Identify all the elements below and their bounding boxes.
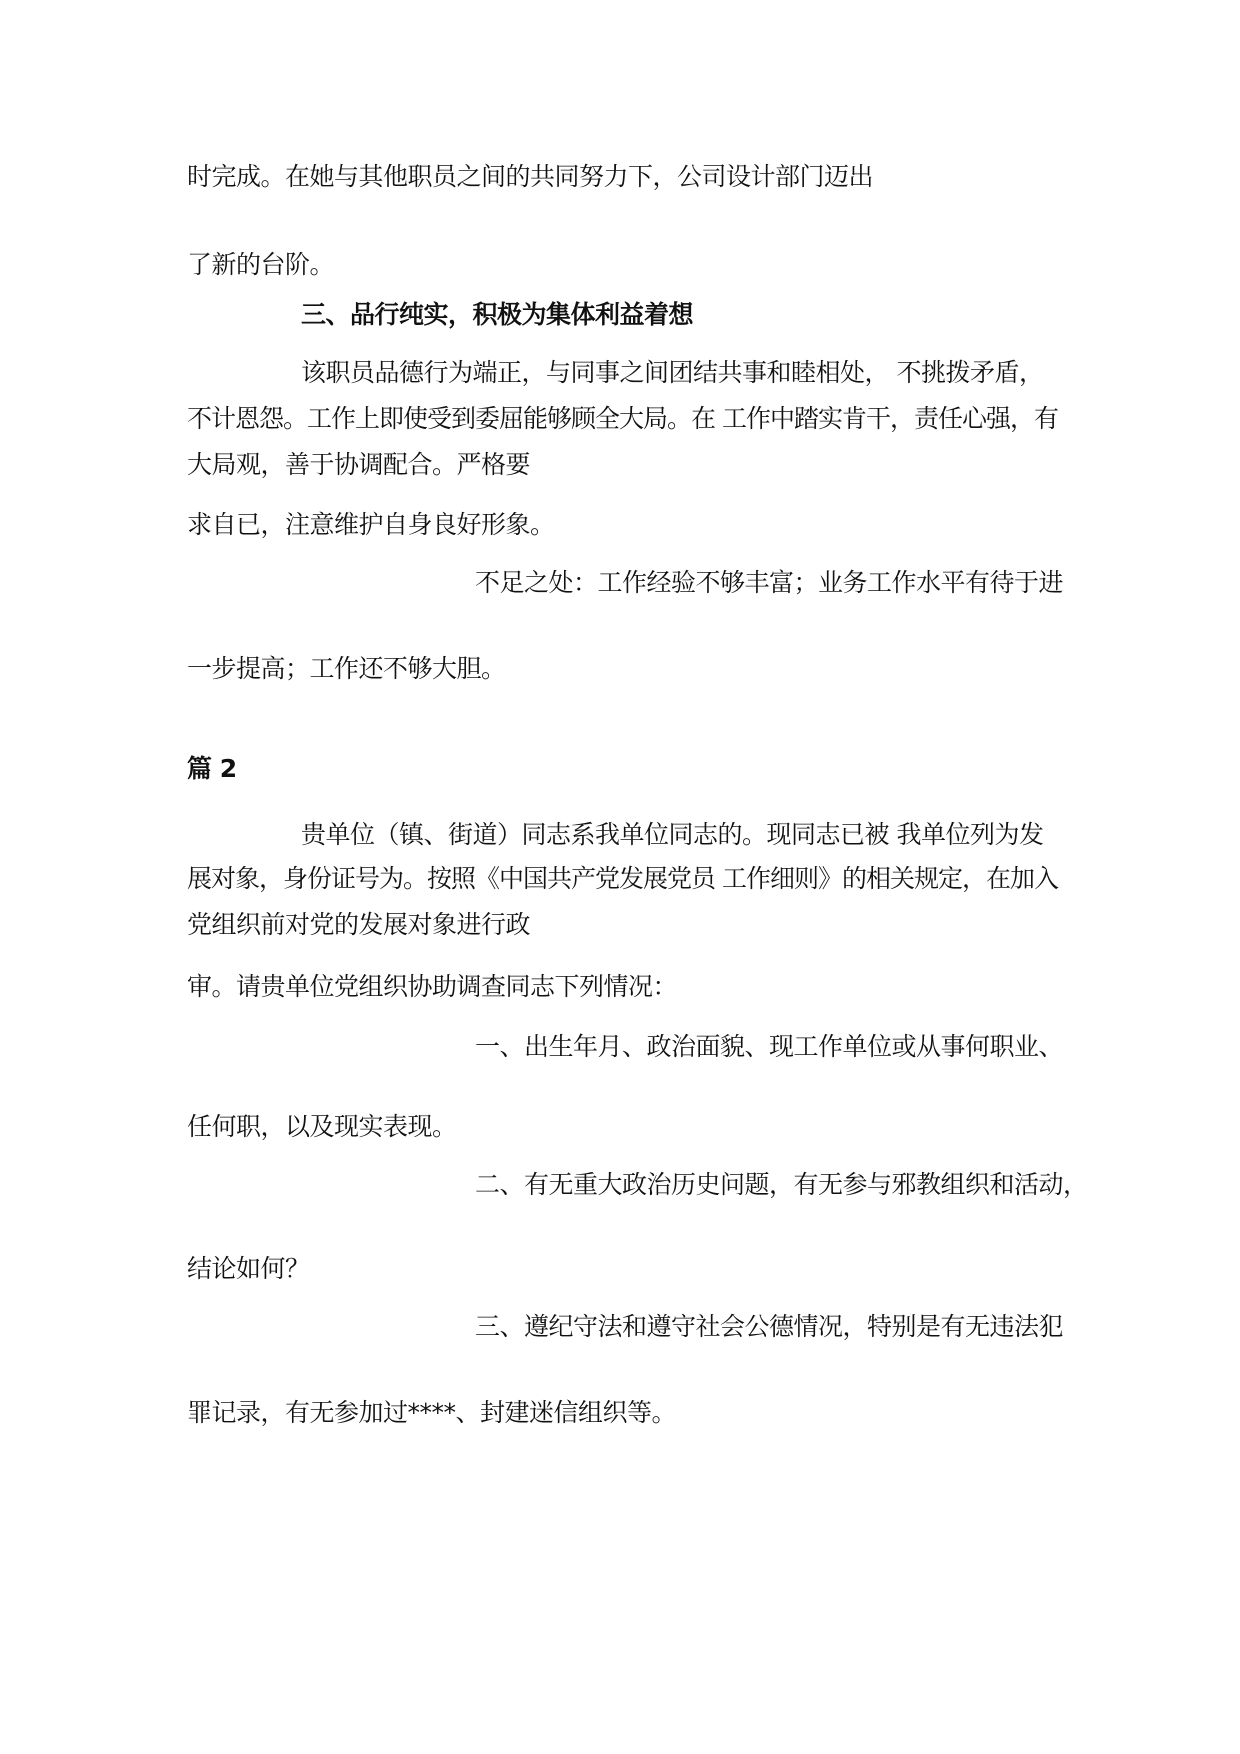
article-heading: 篇 2 [187, 754, 237, 783]
paragraph-line: 不计恩怨。工作上即使受到委屈能够顾全大局。在 工作中踏实肯干，责任心强，有 [187, 404, 1058, 433]
section-heading: 三、品行纯实，积极为集体利益着想 [301, 300, 694, 329]
paragraph-line: 贵单位（镇、街道）同志系我单位同志的。现同志已被 我单位列为发 [301, 820, 1044, 849]
paragraph-line: 一步提高；工作还不够大胆。 [187, 654, 506, 683]
paragraph-line: 党组织前对党的发展对象进行政 [187, 910, 531, 939]
paragraph-line: 不足之处：工作经验不够丰富；业务工作水平有待于进 [475, 568, 1064, 597]
paragraph-line: 二、有无重大政治历史问题，有无参与邪教组织和活动， [475, 1170, 1088, 1199]
paragraph-line: 任何职，以及现实表现。 [187, 1112, 457, 1141]
paragraph-line: 了新的台阶。 [187, 250, 335, 279]
paragraph-line: 该职员品德行为端正，与同事之间团结共事和睦相处， 不挑拨矛盾， [301, 358, 1044, 387]
paragraph-line: 展对象，身份证号为。按照《中国共产党发展党员 工作细则》的相关规定，在加入 [187, 864, 1058, 893]
paragraph-line: 三、遵纪守法和遵守社会公德情况，特别是有无违法犯 [475, 1312, 1064, 1341]
paragraph-line: 一、出生年月、政治面貌、现工作单位或从事何职业、 [475, 1032, 1064, 1061]
paragraph-line: 审。请贵单位党组织协助调查同志下列情况： [187, 972, 678, 1001]
paragraph-line: 时完成。在她与其他职员之间的共同努力下，公司设计部门迈出 [187, 162, 874, 191]
paragraph-line: 结论如何？ [187, 1254, 310, 1283]
paragraph-line: 罪记录，有无参加过****、封建迷信组织等。 [187, 1398, 677, 1427]
paragraph-line: 求自已，注意维护自身良好形象。 [187, 510, 555, 539]
paragraph-line: 大局观，善于协调配合。严格要 [187, 450, 531, 479]
